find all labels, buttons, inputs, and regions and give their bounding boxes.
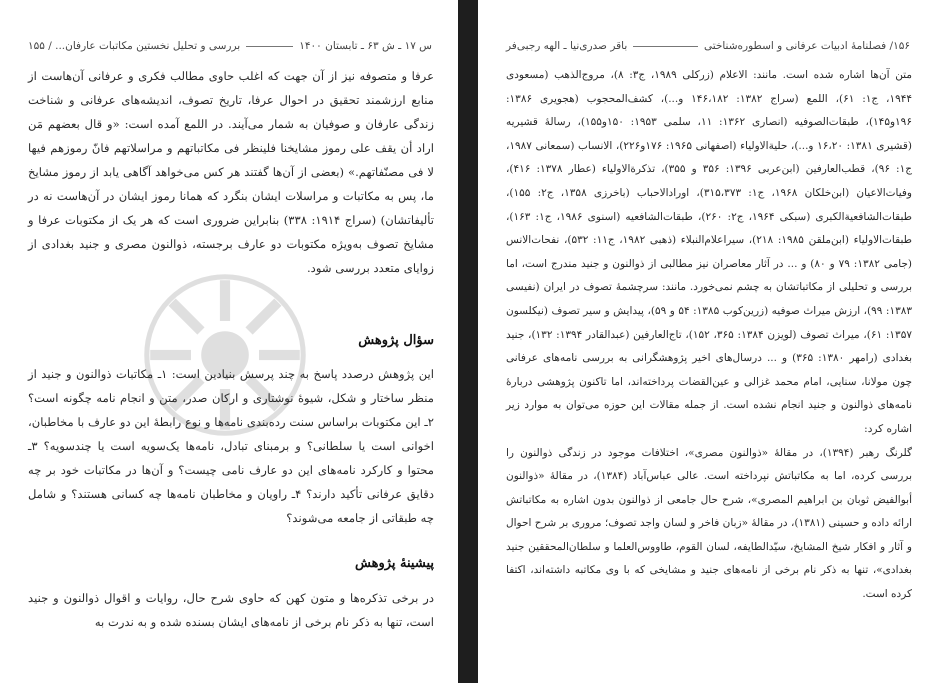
running-head-journal: ۱۵۶/ فصلنامهٔ ادبیات عرفانی و اسطوره‌شناختی <box>703 40 910 52</box>
references-paragraph: متن آن‌ها اشاره شده است. مانند: الاعلام (زرکلی ۱۹۸۹، ج۳: ۸)، مروج‌الذهب (مسعودی ۱۹۴۴، ج۱: ۶۱)، اللمع (سراج ۱۳۸۲: ۱۴۶،۱۸۲ و...)، کشف‌المحجوب (هجویری ۱۳۸۶: ۱۹۶و۱۴۵)، طبقات‌الصوفیه (انصاری ۱۳۶۲: ۱۱، سلمی ۱۹۵۳: ۱۵۰و۱۵۵)، رسالهٔ قشیریه (قشیری ۱۳۸۱: ۱۶،۲۰ و...)، حلیة‌الاولیاء (اصفهانی ۱۹۶۵: ۱۷۶و۲۲۶)، الانساب (سمعانی ۱۹۸۷، ج۱: ۹۶)، قطب‌العارفین (ابن‌عربی ۱۳۹۶: ۳۵۶ و ۳۵۵)، تذکرة‌الاولیاء (عطار ۱۳۷۸: ۴۱۶)، وفیات‌الاعیان (ابن‌خلکان ۱۹۶۸، ج۱: ۳۱۵،۳۷۳)، اورادالاحباب (باخرزی ۱۳۵۸، ج۲: ۱۵۵)، طبقات‌الشافعیة‌الکبری (سبکی ۱۹۶۴، ج۲: ۲۶۰)، طبقات‌الشافعیه (اسنوی ۱۹۸۶، ج۱: ۱۶۳)، طبقات‌الاولیاء (ابن‌ملقن ۱۹۸۵: ۲۱۸)، سیراعلام‌النبلاء (ذهبی ۱۹۸۲، ج۱۱: ۵۳۲)، نفحات‌الانس (جامی ۱۳۸۲: ۷۹ و ۸۰) و ... در آثار معاصران نیز مطالبی از ذوالنون و جنید مندرج است، اما بررسی و تحلیلی از مکاتباتشان به چشم نمی‌خورد. مانند: سرچشمهٔ تصوف در ایران (نفیسی ۱۳۸۳: ۹۹)، ارزش میراث صوفیه (زرین‌کوب ۱۳۸۵: ۵۴ و ۵۹)، پیدایش و سیر تصوف (نیکلسون ۱۳۵۷: ۶۱)، میراث تصوف (لویزن ۱۳۸۴: ۳۶۵، ۱۵۲)، تاج‌العارفین (عبدالقادر ۱۳۹۴: ۱۳۲)، جنید بغدادی (رامهر ۱۳۸۰: ۳۶۵) و ... درسال‌های اخیر پژوهشگرانی به بررسی نامه‌های عرفانی چون مولانا، سنایی، امام محمد غزالی و عین‌القضات پرداخته‌اند، اما تاکنون پژوهشی دربارهٔ نامه‌های ذوالنون و جنید انجام نشده است. از جمله مقالات این حوزه می‌توان به موارد زیر اشاره کرد: <box>506 69 913 435</box>
literature-review-block <box>28 586 434 634</box>
running-head-left <box>28 38 432 54</box>
running-head-title: بررسی و تحلیل نخستین مکاتبات عارفان... / ۱۵۵ <box>28 40 241 52</box>
intro-paragraph-block <box>28 64 434 280</box>
intro-paragraph: عرفا و متصوفه نیز از آن جهت که اغلب حاوی مطالب فکری و عرفانی آن‌هاست از منابع ارزشمند تحقیق در احوال عرفا، تاریخ تصوف، اندیشه‌های عرفانی و شناخت زندگی عارفان و صوفیان به شمار می‌آیند. در اللمع آمده است: «و قال بعضهم مَن اراد أن یقف علی رموز مشایخنا فلینظر فی مکاتباتهم و مراسلاتهم فانّ رموزهم فیها لا فی مصنّفاتهم.» (بعضی از آن‌ها گفتند هر کس می‌خواهد آگاهی یابد از رموز مشایخ ما، پس به مکاتبات و مراسلات ایشان بنگرد که همانا رموز ایشان در آن‌هاست نه در تألیفاتشان) (سراج ۱۹۱۴: ۳۳۸) بنابراین ضروری است که هر یک از مکتوبات عرفا و مشایخ تصوف به‌ویژه مکتوبات دو عارف برجسته، ذوالنون مصری و جنید بغدادی از زوایای متعدد بررسی شود. <box>28 69 435 275</box>
page-gutter <box>458 0 478 683</box>
section-title-literature-review: پیشینهٔ پژوهش <box>355 556 434 571</box>
right-page <box>478 0 936 683</box>
research-question-paragraph: این پژوهش درصدد پاسخ به چند پرسش بنیادین است: ۱ـ مکاتبات ذوالنون و جنید از منظر ساختار و شکل، شیوهٔ نوشتاری و ارکان صدر، متن و انجام نامه چگونه است؟ ۲ـ این مکتوبات براساس سنت رده‌بندی نامه‌ها و نوع رابطهٔ این دو عارف با مخاطبان، اخوانی است یا سلطانی؟ و برمبنای تبادل، نامه‌ها یک‌سویه است یا چندسویه؟ ۳ـ محتوا و کارکرد نامه‌های این دو عارف نامی چیست؟ و آن‌ها در مکاتبات خود بر چه دقایق عرفانی تأکید دارند؟ ۴ـ راویان و مخاطبان نامه‌ها چه کسانی هستند؟ و شامل چه طبقاتی از جامعه می‌شوند؟ <box>28 367 434 525</box>
running-head-rule <box>633 46 698 47</box>
running-head-rule <box>246 46 293 47</box>
running-head-authors: باقر صدری‌نیا ـ الهه رجبی‌فر <box>506 40 628 52</box>
left-page <box>0 0 458 683</box>
references-block <box>506 64 912 607</box>
section-title-research-question: سؤال پژوهش <box>358 333 434 348</box>
running-head-right <box>506 38 910 54</box>
running-head-issue: س ۱۷ ـ ش ۶۳ ـ تابستان ۱۴۰۰ <box>299 40 432 52</box>
prior-studies-paragraph: گلرنگ رهبر (۱۳۹۴)، در مقالهٔ «ذوالنون مصری»، اختلافات موجود در زندگی ذوالنون را بررسی کرده، اما به مکاتباتش نپرداخته است. عالی عباس‌آباد (۱۳۸۴)، در مقالهٔ «ذوالنون أبوالفیض ثوبان بن ابراهیم المصری»، شرح حال جامعی از ذوالنون بدون اشاره به مکاتباتش ارائه داده و حسینی (۱۳۸۱)، در مقالهٔ «زبان فاخر و لسان واجد تصوف؛ مروری بر شرح احوال و آثار و افکار شیخ المشایخ، سیّدالطایفه، لسان القوم، طاووس‌العلما و سلطان‌المحققین جنید بغدادی»، تنها به ذکر نام برخی از نامه‌های جنید و مشایخی که با وی مکاتبه داشته‌اند، اکتفا کرده است. <box>506 446 912 601</box>
literature-review-paragraph: در برخی تذکره‌ها و متون کهن که حاوی شرح حال، روایات و اقوال ذوالنون و جنید است، تنها به ذکر نام برخی از نامه‌های ایشان بسنده شده و به ندرت به <box>28 591 434 629</box>
research-question-block <box>28 362 434 530</box>
